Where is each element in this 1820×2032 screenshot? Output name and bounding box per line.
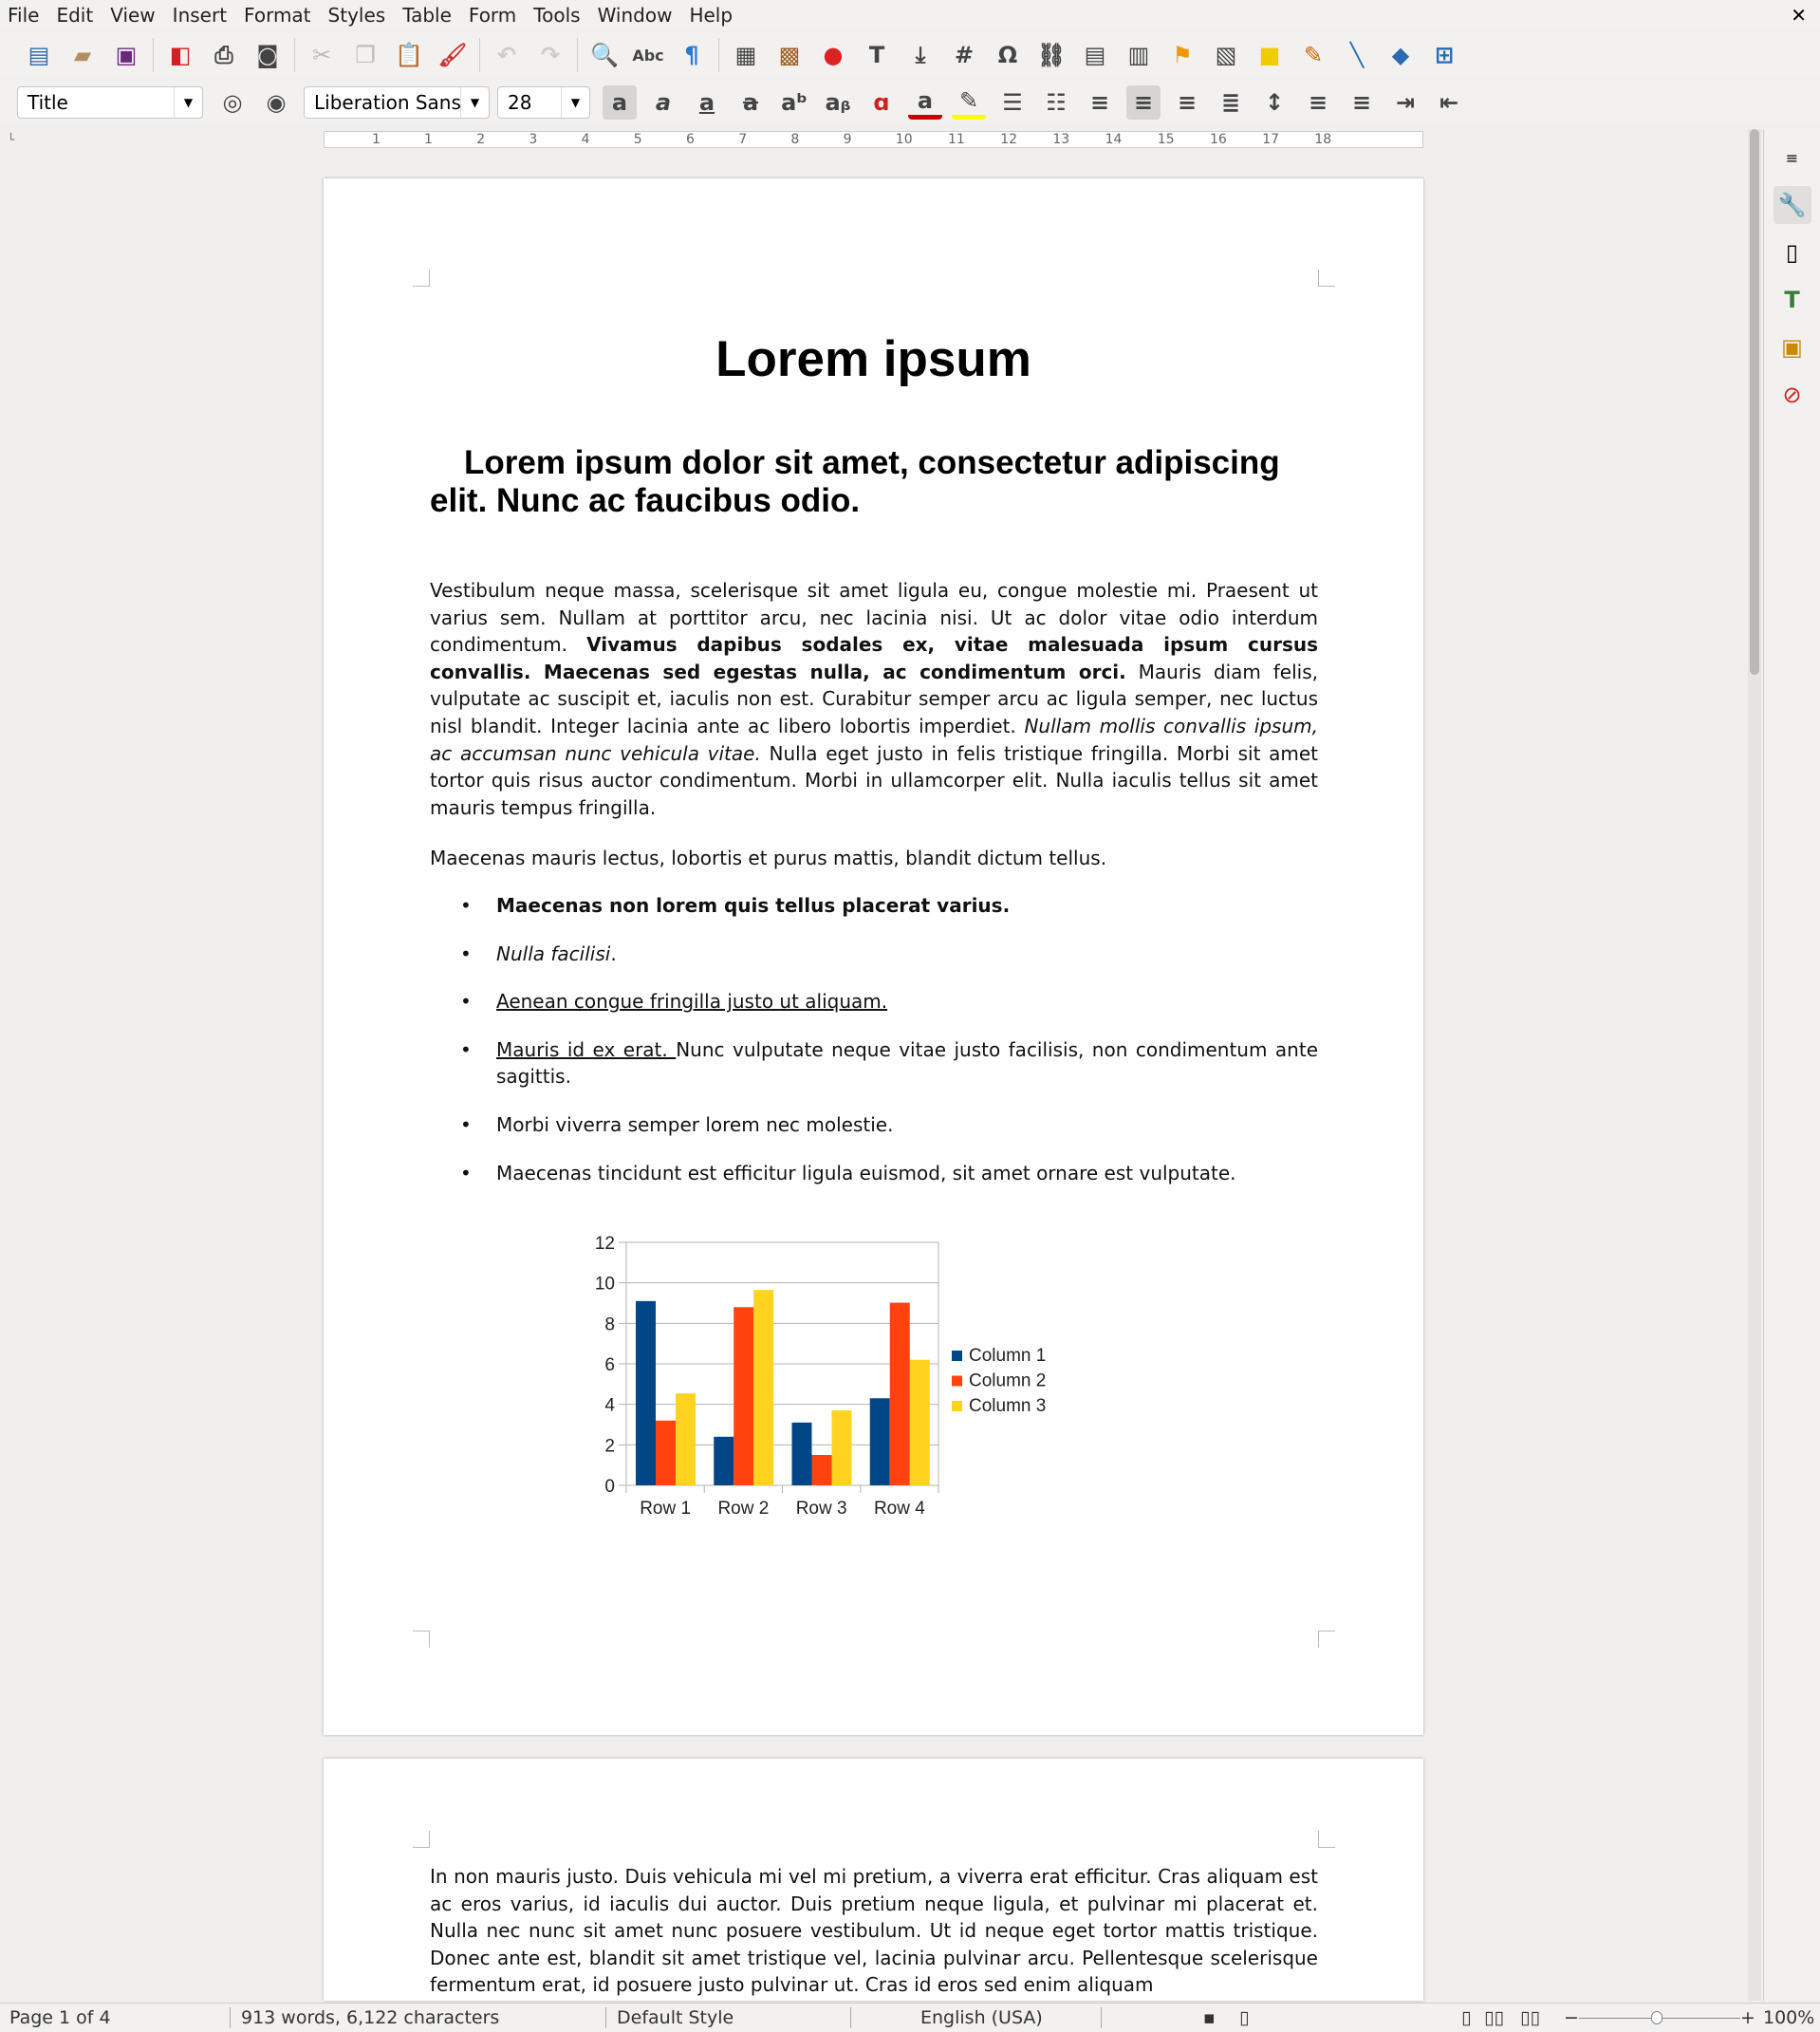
y-tick-label: 10 bbox=[594, 1274, 615, 1295]
text-run: Maecenas tincidunt est efficitur ligula euismod, sit amet ornare est vulputate. bbox=[496, 1161, 1236, 1184]
y-tick-label: 8 bbox=[604, 1314, 615, 1335]
page-icon[interactable]: ▯ bbox=[1785, 239, 1799, 266]
bar bbox=[870, 1398, 890, 1485]
horizontal-ruler[interactable] bbox=[324, 131, 1423, 148]
zoom-out-icon[interactable]: − bbox=[1564, 2007, 1579, 2028]
insert-table-icon[interactable]: ▦ bbox=[734, 42, 757, 68]
ruler-label: 1 bbox=[424, 132, 433, 147]
document-title: Lorem ipsum bbox=[715, 331, 1031, 387]
ruler-label: 4 bbox=[581, 132, 590, 147]
book-view-icon[interactable]: ▯▯ bbox=[1520, 2007, 1540, 2028]
numbered-list-icon[interactable]: ☷ bbox=[1046, 89, 1067, 116]
formatting-marks-icon[interactable]: ¶ bbox=[684, 42, 699, 68]
open-folder-icon[interactable]: ▰ bbox=[73, 42, 92, 68]
formatting-toolbar bbox=[0, 80, 1820, 125]
undo-icon[interactable]: ↶ bbox=[496, 42, 517, 68]
highlight-color-icon[interactable]: ✎ bbox=[952, 85, 986, 120]
redo-icon[interactable]: ↷ bbox=[540, 42, 561, 68]
legend-swatch bbox=[952, 1376, 962, 1387]
ruler-label: 14 bbox=[1105, 132, 1123, 147]
document-area bbox=[0, 152, 1748, 2001]
gallery-icon[interactable]: ▣ bbox=[1781, 334, 1803, 361]
menu-tools[interactable]: Tools bbox=[533, 4, 581, 27]
text-run: Nulla eget justo in felis tristique fringilla. Morbi sit amet tortor quis risus auctor condimentum. Morbi in ullamcorper elit. Nulla iaculis tellus sit amet mauris tempus fringilla. bbox=[430, 741, 1318, 819]
underline-icon[interactable]: a bbox=[698, 89, 715, 116]
legend-swatch bbox=[952, 1351, 962, 1361]
insert-field-icon[interactable]: # bbox=[954, 42, 975, 68]
legend-swatch bbox=[952, 1401, 962, 1411]
print-preview-icon[interactable]: ◙ bbox=[256, 42, 279, 68]
x-tick-label: Row 2 bbox=[717, 1499, 770, 1519]
y-tick-label: 6 bbox=[604, 1355, 615, 1375]
close-document-icon[interactable]: ✕ bbox=[1791, 4, 1807, 27]
chevron-down-icon[interactable]: ▼ bbox=[460, 87, 489, 118]
bookmark-icon[interactable]: ⚑ bbox=[1172, 42, 1193, 68]
export-pdf-icon[interactable]: ◧ bbox=[169, 42, 192, 68]
document-modified-icon[interactable]: ▯ bbox=[1239, 2007, 1250, 2028]
sidebar-menu-icon[interactable]: ≡ bbox=[1785, 148, 1799, 167]
scrollbar-thumb[interactable] bbox=[1750, 129, 1759, 675]
insert-chart-icon[interactable]: ● bbox=[823, 42, 844, 68]
ruler-label: 16 bbox=[1210, 132, 1227, 147]
cross-reference-icon[interactable]: ▧ bbox=[1215, 42, 1237, 68]
separator bbox=[718, 38, 719, 72]
vertical-scrollbar[interactable] bbox=[1748, 129, 1761, 2001]
bar bbox=[812, 1455, 832, 1485]
menu-window[interactable]: Window bbox=[597, 4, 673, 27]
ruler-label: 6 bbox=[686, 132, 695, 147]
legend-label: Column 3 bbox=[969, 1396, 1047, 1416]
zoom-level[interactable]: 100% bbox=[1763, 2007, 1815, 2028]
update-style-icon[interactable]: ◎ bbox=[222, 89, 243, 116]
tab-stop-selector[interactable]: └ bbox=[8, 133, 15, 146]
align-right-icon[interactable]: ≡ bbox=[1177, 89, 1198, 116]
divider bbox=[605, 2007, 606, 2028]
menu-view[interactable]: View bbox=[110, 4, 156, 27]
endnote-icon[interactable]: ▥ bbox=[1127, 42, 1150, 68]
text-language[interactable]: English (USA) bbox=[920, 2007, 1043, 2028]
text-run: . bbox=[610, 941, 617, 965]
bar bbox=[792, 1423, 812, 1485]
bar-chart[interactable] bbox=[324, 178, 1423, 1735]
text-run: Vestibulum neque massa, scelerisque sit amet ligula eu, congue molestie mi. Praesent ut varius sem. Nullam at porttitor arcu, nec lacinia nisi. Ut ac dolor vitae odio interdum condimentum. bbox=[430, 579, 1318, 657]
subscript-icon[interactable]: aᵦ bbox=[825, 89, 851, 116]
heading: Lorem ipsum dolor sit amet, consectetur adipiscing elit. Nunc ac faucibus odio. bbox=[430, 444, 1280, 519]
zoom-slider-handle[interactable] bbox=[1651, 2011, 1662, 2024]
divider bbox=[1101, 2007, 1102, 2028]
word-count[interactable]: 913 words, 6,122 characters bbox=[241, 2007, 500, 2028]
clone-formatting-icon[interactable]: 🖌 bbox=[437, 42, 468, 68]
ruler-label: 17 bbox=[1262, 132, 1280, 147]
text-run: Morbi viverra semper lorem nec molestie. bbox=[496, 1112, 894, 1136]
bullet-list-icon[interactable]: ☰ bbox=[1002, 89, 1023, 116]
chevron-down-icon[interactable]: ▼ bbox=[561, 87, 589, 118]
status-bar bbox=[0, 2003, 1820, 2032]
footnote-icon[interactable]: ▤ bbox=[1084, 42, 1106, 68]
divider bbox=[850, 2007, 851, 2028]
y-tick-label: 0 bbox=[604, 1477, 615, 1497]
special-character-icon[interactable]: Ω bbox=[997, 42, 1018, 68]
font-color-icon[interactable]: a bbox=[908, 85, 942, 120]
ruler-label: 8 bbox=[790, 132, 800, 147]
ruler-label: 3 bbox=[529, 132, 538, 147]
page-break-icon[interactable]: ⤓ bbox=[915, 42, 926, 68]
ruler-label: 2 bbox=[476, 132, 486, 147]
bold-text: Vivamus dapibus sodales ex, vitae malesuada ipsum cursus convallis. Maecenas sed egestas nulla, ac condimentum orci. bbox=[430, 633, 1318, 683]
menu-bar bbox=[0, 0, 1820, 30]
ruler-label: 5 bbox=[633, 132, 642, 147]
bar bbox=[753, 1290, 773, 1485]
bar bbox=[910, 1360, 930, 1485]
menu-format[interactable]: Format bbox=[244, 4, 311, 27]
page-2 bbox=[324, 1759, 1423, 2001]
ruler-label: 11 bbox=[948, 132, 965, 147]
comment-icon[interactable]: ■ bbox=[1258, 42, 1281, 68]
increase-indent-icon[interactable]: ⇥ bbox=[1395, 89, 1416, 116]
x-tick-label: Row 3 bbox=[795, 1499, 847, 1519]
separator bbox=[153, 38, 154, 72]
find-replace-icon[interactable]: 🔍 bbox=[590, 42, 619, 68]
ruler-label: 12 bbox=[1000, 132, 1018, 147]
decrease-paragraph-spacing-icon[interactable]: ≡ bbox=[1351, 89, 1372, 116]
clear-formatting-icon[interactable]: ɑ bbox=[873, 89, 890, 116]
separator bbox=[577, 38, 578, 72]
paragraph-style-select[interactable] bbox=[17, 86, 203, 119]
margin-corner bbox=[413, 1831, 430, 1848]
bar bbox=[656, 1421, 676, 1485]
styles-icon[interactable]: T bbox=[1784, 287, 1800, 313]
font-size-select[interactable] bbox=[497, 86, 590, 119]
standard-toolbar bbox=[0, 32, 1820, 78]
italic-text: Nullam mollis convallis ipsum, ac accumsan nunc vehicula vitae. bbox=[430, 714, 1318, 765]
text-run: Nunc vulputate neque vitae justo facilisis, non condimentum ante sagittis. bbox=[496, 1037, 1318, 1089]
font-name-select[interactable] bbox=[304, 86, 490, 119]
divider bbox=[230, 2007, 231, 2028]
ruler-label: 18 bbox=[1314, 132, 1332, 147]
paragraph: Maecenas mauris lectus, lobortis et purus mattis, blandit dictum tellus. bbox=[430, 847, 1107, 869]
paragraph-style-value: Title bbox=[28, 91, 68, 114]
x-tick-label: Row 1 bbox=[640, 1499, 692, 1519]
menu-help[interactable]: Help bbox=[689, 4, 734, 27]
align-left-icon[interactable]: ≡ bbox=[1089, 89, 1110, 116]
ruler-label: 1 bbox=[372, 132, 381, 147]
paste-icon[interactable]: 📋 bbox=[395, 42, 423, 68]
margin-corner bbox=[1318, 1831, 1335, 1848]
insert-text-box-icon[interactable]: T bbox=[868, 42, 885, 68]
line-spacing-icon[interactable]: ↕ bbox=[1264, 89, 1285, 116]
bold-icon[interactable]: a bbox=[603, 85, 637, 120]
bar bbox=[890, 1303, 910, 1485]
bar bbox=[676, 1393, 696, 1485]
line-icon[interactable]: ╲ bbox=[1349, 42, 1365, 68]
track-changes-icon[interactable]: ✎ bbox=[1303, 42, 1324, 68]
zoom-in-icon[interactable]: + bbox=[1740, 2007, 1755, 2028]
ruler-label: 7 bbox=[738, 132, 748, 147]
separator bbox=[294, 38, 295, 72]
y-tick-label: 4 bbox=[604, 1395, 615, 1416]
bold-text: Maecenas non lorem quis tellus placerat varius. bbox=[496, 894, 1011, 917]
underlined-text: Mauris id ex erat. bbox=[496, 1037, 677, 1061]
copy-icon[interactable]: ❐ bbox=[355, 42, 376, 68]
sidebar bbox=[1763, 129, 1820, 2001]
draw-functions-icon[interactable]: ⊞ bbox=[1434, 42, 1455, 68]
menu-edit[interactable]: Edit bbox=[56, 4, 94, 27]
paragraph: In non mauris justo. Duis vehicula mi vel mi pretium, a viverra erat efficitur. Cras aliquam est ac eros varius, id iaculis dui auctor. Duis pretium neque ligula, et pulvinar mi placerat et. Nulla nec nunc sit amet nunc posuere vestibulum. Ut id neque eget tortor mattis tristique. Donec ante est, blandit sit amet tristique vel, lacinia pulvinar arcu. Pellentesque scelerisque fermentum erat, id posuere justo pulvinar ut. Cras id eros sed enim aliquam bbox=[430, 1865, 1318, 1997]
y-tick-label: 12 bbox=[594, 1234, 615, 1254]
font-name-value: Liberation Sans bbox=[314, 91, 461, 114]
single-page-view-icon[interactable]: ▯ bbox=[1461, 2007, 1472, 2028]
legend-label: Column 1 bbox=[969, 1346, 1047, 1366]
menu-styles[interactable]: Styles bbox=[327, 4, 386, 27]
superscript-icon[interactable]: aᵇ bbox=[781, 89, 808, 116]
bar bbox=[832, 1410, 852, 1485]
bar bbox=[734, 1307, 753, 1485]
insert-mode-icon[interactable]: ▪ bbox=[1203, 2007, 1216, 2028]
basic-shapes-icon[interactable]: ◆ bbox=[1391, 42, 1410, 68]
menu-table[interactable]: Table bbox=[402, 4, 452, 27]
new-style-icon[interactable]: ◉ bbox=[266, 89, 287, 116]
underlined-text: Aenean congue fringilla justo ut aliquam. bbox=[496, 990, 888, 1014]
properties-icon[interactable]: 🔧 bbox=[1774, 186, 1811, 224]
page-style[interactable]: Default Style bbox=[617, 2007, 734, 2028]
print-icon[interactable]: ⎙ bbox=[214, 42, 233, 68]
x-tick-label: Row 4 bbox=[873, 1499, 925, 1519]
ruler-label: 13 bbox=[1052, 132, 1070, 147]
legend-label: Column 2 bbox=[969, 1370, 1047, 1391]
page-count[interactable]: Page 1 of 4 bbox=[9, 2007, 111, 2028]
y-tick-label: 2 bbox=[604, 1436, 615, 1457]
spelling-icon[interactable]: Abc bbox=[632, 46, 664, 65]
justify-icon[interactable]: ≣ bbox=[1220, 89, 1241, 116]
menu-file[interactable]: File bbox=[8, 4, 40, 27]
bar bbox=[636, 1301, 656, 1485]
italic-icon[interactable]: a bbox=[655, 89, 672, 116]
align-center-icon[interactable]: ≡ bbox=[1126, 85, 1161, 120]
chevron-down-icon[interactable]: ▼ bbox=[174, 87, 202, 118]
bar bbox=[714, 1437, 734, 1485]
font-size-value: 28 bbox=[508, 91, 532, 114]
strikethrough-icon[interactable]: a bbox=[742, 89, 759, 116]
insert-image-icon[interactable]: ▩ bbox=[778, 42, 801, 68]
cut-icon[interactable]: ✂ bbox=[311, 42, 332, 68]
new-document-icon[interactable]: ▤ bbox=[28, 42, 50, 68]
ruler-label: 15 bbox=[1157, 132, 1175, 147]
save-icon[interactable]: ▣ bbox=[115, 42, 138, 68]
decrease-indent-icon[interactable]: ⇤ bbox=[1439, 89, 1459, 116]
navigator-icon[interactable]: ⊘ bbox=[1782, 382, 1802, 408]
text-run: Mauris diam felis, vulputate ac suscipit et, iaculis non est. Curabitur semper arcu ac ligula semper, nec luctus nisl blandit. Integer lacinia ante ac libero lobortis imperdiet. bbox=[430, 660, 1319, 737]
page-1 bbox=[324, 178, 1423, 1735]
multi-page-view-icon[interactable]: ▯▯ bbox=[1484, 2007, 1504, 2028]
menu-form[interactable]: Form bbox=[468, 4, 517, 27]
hyperlink-icon[interactable]: ⛓ bbox=[1036, 42, 1067, 68]
separator bbox=[479, 38, 480, 72]
increase-paragraph-spacing-icon[interactable]: ≡ bbox=[1308, 89, 1328, 116]
ruler-label: 10 bbox=[895, 132, 913, 147]
ruler-label: 9 bbox=[843, 132, 852, 147]
italic-text: Nulla facilisi bbox=[496, 941, 611, 965]
menu-insert[interactable]: Insert bbox=[172, 4, 228, 27]
